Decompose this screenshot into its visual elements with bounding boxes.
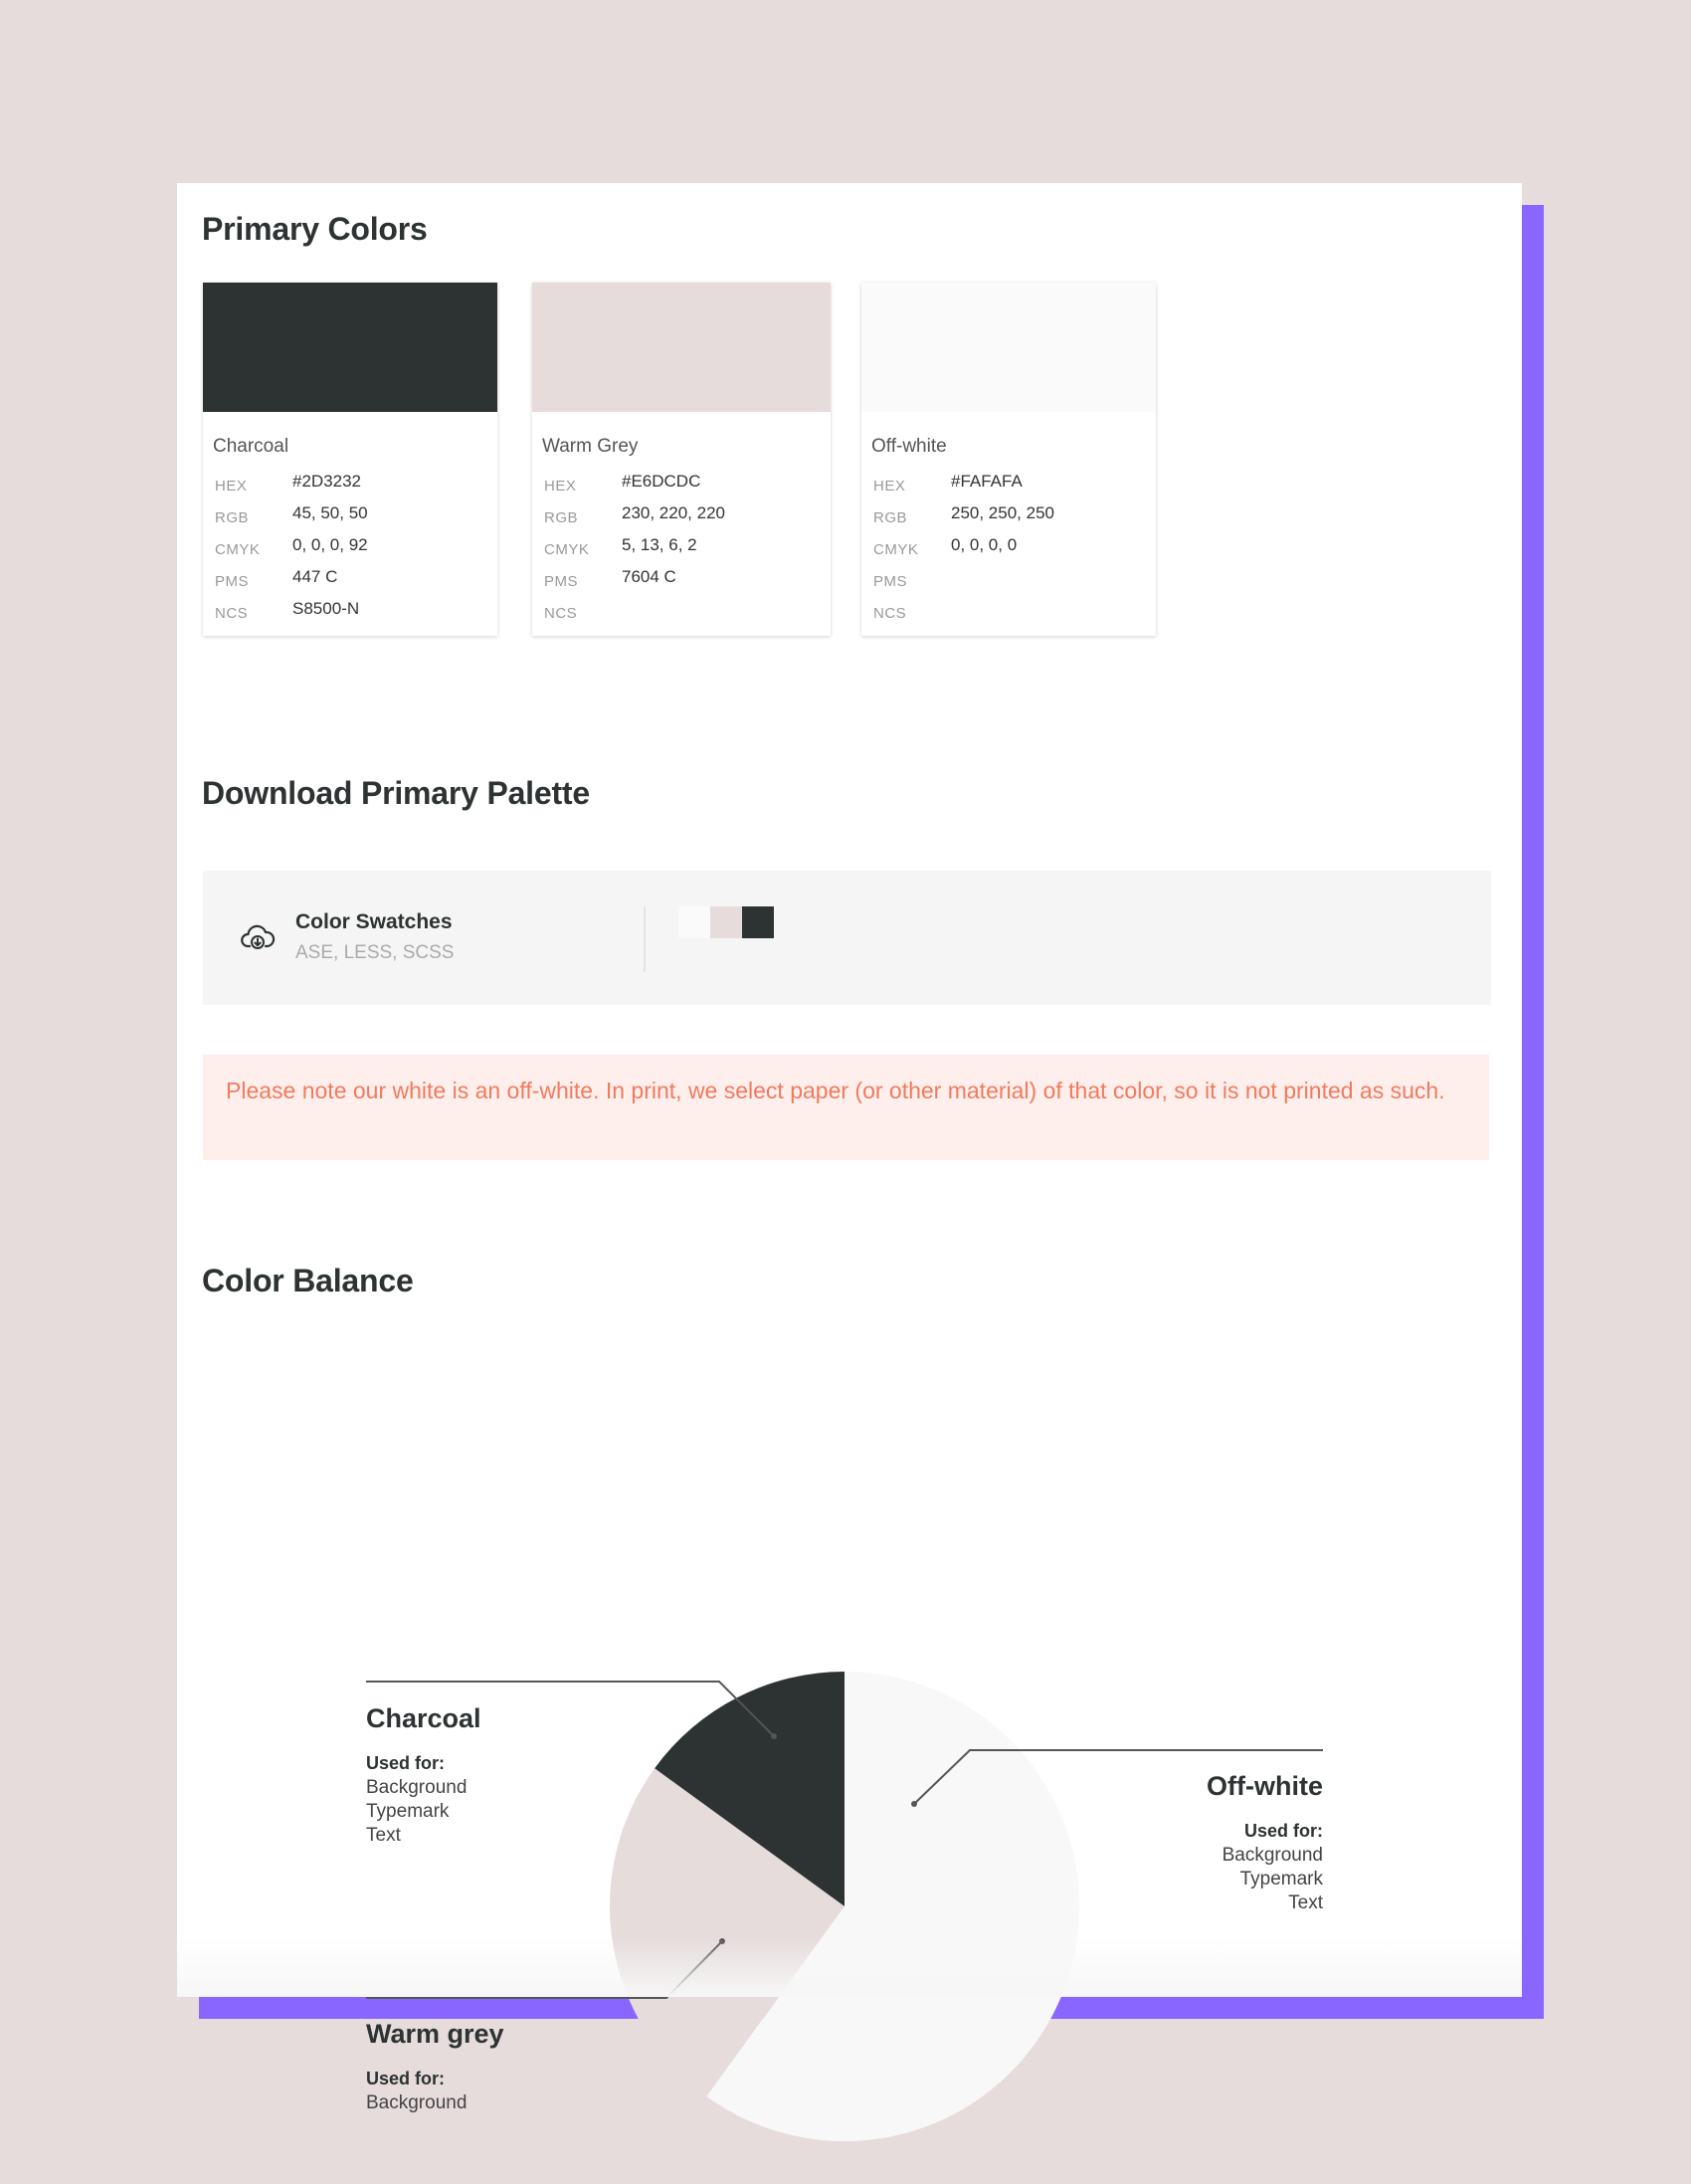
swatch-row-pms: PMS 7604 C [544,567,676,590]
mini-swatch-warm-grey [710,906,742,938]
label-charcoal: Charcoal [366,1703,481,1733]
primary-colors-heading: Primary Colors [202,211,428,247]
swatch-row-ncs: NCS [873,605,907,622]
swatch-name: Charcoal [213,436,289,457]
off-white-use-item: Background [1221,1845,1323,1866]
download-palette-heading: Download Primary Palette [202,775,590,811]
note-text: Please note our white is an off-white. In print, we select paper (or other material) of that color, so it is not printed as such. [226,1078,1445,1103]
swatch-row-ncs: NCS S8500-N [215,599,360,622]
color-balance-chart [177,1467,1522,2113]
label-charcoal-used-for: Used for: [366,1753,446,1773]
swatch-chip [532,283,831,412]
label-off-white: Off-white [1207,1771,1323,1801]
swatch-row-rgb: RGB 250, 250, 250 [873,503,1054,526]
mini-swatch-off-white [678,906,710,938]
leader-dot-charcoal [771,1733,777,1739]
swatch-row-hex: HEX #2D3232 [215,472,362,495]
label-off-white-used-for: Used for: [1243,1821,1323,1841]
swatch-row-cmyk: CMYK 0, 0, 0, 0 [873,535,1018,558]
swatch-chip [203,283,497,412]
color-swatches-download[interactable] [203,871,1491,1005]
swatch-name: Off-white [871,436,947,457]
swatch-row-hex: HEX #FAFAFA [873,472,1023,495]
swatch-warm-grey [532,283,831,636]
swatch-row-rgb: RGB 230, 220, 220 [544,503,725,526]
cloud-download-icon[interactable] [241,922,275,952]
swatch-row-pms: PMS [873,573,908,590]
charcoal-use-item: Typemark [366,1801,450,1822]
charcoal-use-item: Background [366,1777,468,1798]
off-white-print-note [203,1055,1489,1160]
label-warm-grey: Warm grey [366,2019,504,2049]
swatch-row-cmyk: CMYK 0, 0, 0, 92 [215,535,368,558]
download-formats: ASE, LESS, SCSS [295,942,455,963]
card-bottom-fade [177,1937,1522,1997]
warm-grey-use-item: Background [366,2092,468,2113]
swatch-off-white [861,283,1156,636]
color-balance-heading: Color Balance [202,1263,414,1298]
leader-dot-off-white [911,1801,917,1807]
label-warm-grey-used-for: Used for: [366,2069,446,2088]
off-white-use-item: Typemark [1239,1869,1323,1889]
divider [644,906,646,972]
swatch-row-hex: HEX #E6DCDC [544,472,701,495]
download-title[interactable]: Color Swatches [295,910,453,933]
charcoal-use-item: Text [366,1825,401,1846]
brand-colors-card [177,183,1522,2113]
pie-chart [177,1467,1522,2004]
swatch-row-cmyk: CMYK 5, 13, 6, 2 [544,535,697,558]
swatch-row-pms: PMS 447 C [215,567,338,590]
swatch-row-ncs: NCS [544,605,578,622]
swatch-chip [861,283,1156,412]
swatch-charcoal [203,283,497,636]
mini-swatch-charcoal [742,906,774,938]
swatch-row-rgb: RGB 45, 50, 50 [215,503,368,526]
off-white-use-item: Text [1288,1892,1323,1913]
swatch-name: Warm Grey [542,436,639,457]
